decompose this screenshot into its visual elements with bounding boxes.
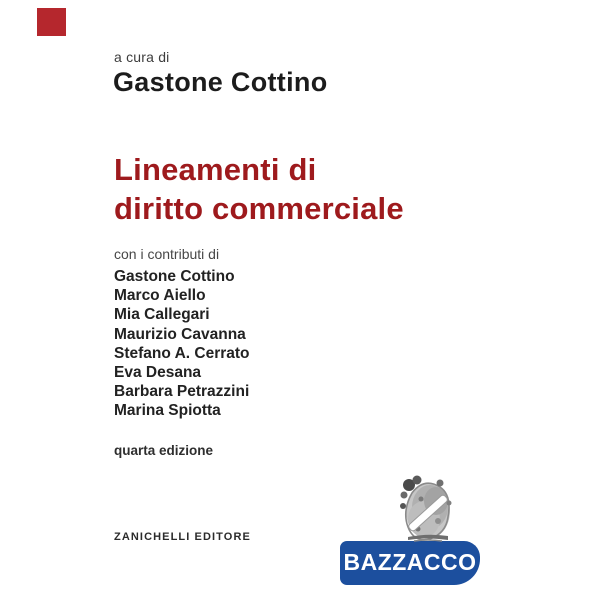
publisher-name: ZANICHELLI EDITORE xyxy=(114,531,251,543)
author-name: Gastone Cottino xyxy=(113,67,328,97)
contributors-intro: con i contributi di xyxy=(114,246,220,262)
contributor-name: Marco Aiello xyxy=(114,287,206,305)
contributor-name: Eva Desana xyxy=(114,364,202,382)
contributor-name: Marina Spiotta xyxy=(114,402,221,420)
red-square-mark-icon xyxy=(37,8,66,36)
contributors-list xyxy=(114,267,250,421)
contributor-name: Gastone Cottino xyxy=(114,268,235,285)
edition-label: quarta edizione xyxy=(114,443,214,458)
byline-intro: a cura di xyxy=(114,49,170,65)
contributor-name: Stefano A. Cerrato xyxy=(114,344,250,362)
title-line-2: diritto commerciale xyxy=(114,191,404,226)
contributor-name: Barbara Petrazzini xyxy=(114,383,250,401)
book-title xyxy=(114,150,404,228)
zanichelli-emblem-icon xyxy=(394,473,458,545)
contributor-name: Maurizio Cavanna xyxy=(114,325,246,343)
badge-label: BAZZACCO xyxy=(343,549,477,575)
contributor-name: Mia Callegari xyxy=(114,306,210,324)
title-line-1: Lineamenti di xyxy=(114,152,317,187)
bazzacco-badge xyxy=(340,541,480,585)
